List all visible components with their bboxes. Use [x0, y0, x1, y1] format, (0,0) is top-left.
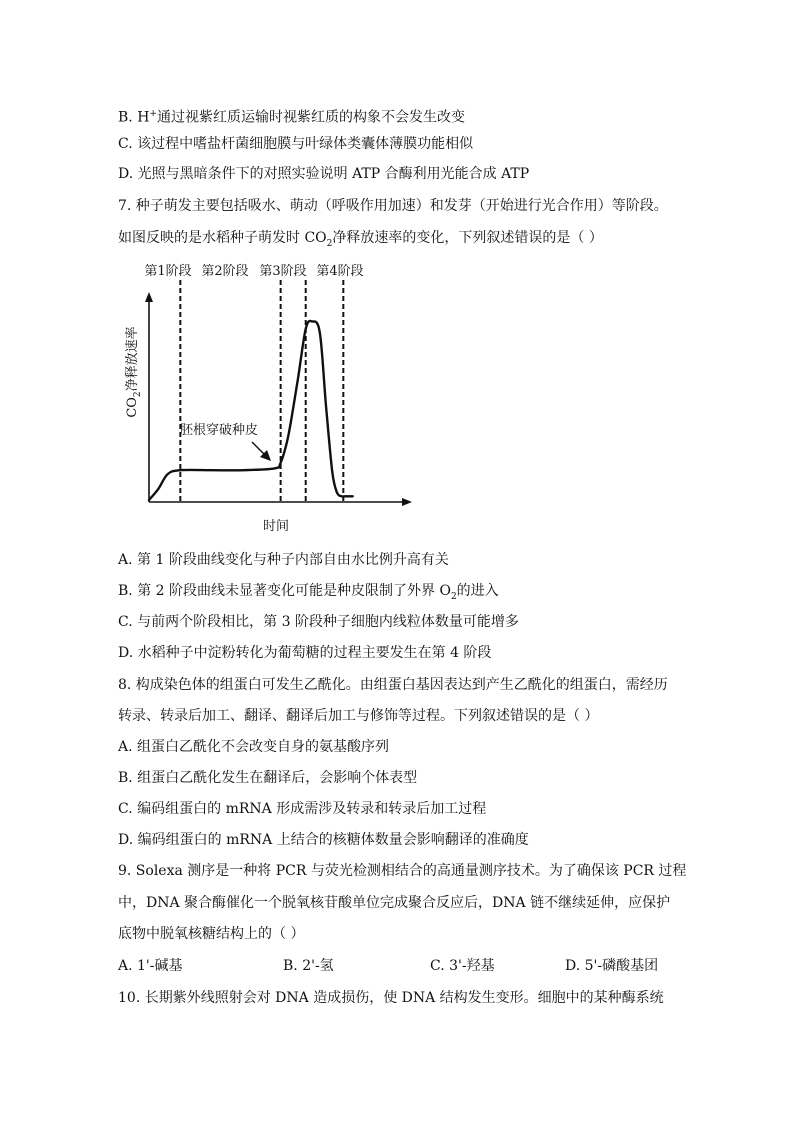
- y-axis-label: $CO_2$净释放速率: [125, 326, 143, 418]
- co2-release-chart: [118, 262, 418, 534]
- annotation-radicle-emergence: 胚根穿破种皮: [180, 423, 259, 438]
- q8-stem-line2: 转录、转录后加工、翻译、翻译后加工与修饰等过程。下列叙述错误的是（ ）: [118, 708, 599, 724]
- q7-option-b: B. 第 2 阶段曲线未显著变化可能是种皮限制了外界 $O_2$的进入: [118, 583, 499, 602]
- q9-option-a: A. 1'-碱基: [118, 958, 183, 974]
- q7-stem-line1: 7. 种子萌发主要包括吸水、萌动（呼吸作用加速）和发芽（开始进行光合作用）等阶段。: [118, 198, 668, 214]
- q6-option-c: C. 该过程中嗜盐杆菌细胞膜与叶绿体类囊体薄膜功能相似: [118, 136, 474, 152]
- x-axis-label: 时间: [262, 519, 290, 534]
- stage-label-3: 第3阶段: [259, 264, 307, 279]
- q7-stem-line2: 如图反映的是水稻种子萌发时 $CO_2$净释放速率的变化，下列叙述错误的是（ ）: [118, 230, 603, 249]
- q9-stem-line3: 底物中脱氧核糖结构上的（ ）: [118, 926, 305, 942]
- q7-option-c: C. 与前两个阶段相比，第 3 阶段种子细胞内线粒体数量可能增多: [118, 614, 519, 630]
- q6-option-b: B. H+通过视紫红质运输时视紫红质的构象不会发生改变: [118, 109, 465, 126]
- q10-stem-line1: 10. 长期紫外线照射会对 DNA 造成损伤，使 DNA 结构发生变形。细胞中的某种酶系统: [118, 990, 664, 1006]
- q8-option-d: D. 编码组蛋白的 mRNA 上结合的核糖体数量会影响翻译的准确度: [118, 832, 529, 848]
- q9-option-c: C. 3'-羟基: [430, 958, 495, 974]
- q9-stem-line2: 中，DNA 聚合酶催化一个脱氧核苷酸单位完成聚合反应后，DNA 链不继续延伸，应保护: [118, 895, 671, 911]
- stage-label-2: 第2阶段: [201, 264, 249, 279]
- q8-option-c: C. 编码组蛋白的 mRNA 形成需涉及转录和转录后加工过程: [118, 801, 487, 817]
- q7-option-d: D. 水稻种子中淀粉转化为葡萄糖的过程主要发生在第 4 阶段: [118, 645, 492, 661]
- chart-canvas: [118, 262, 418, 534]
- stage-label-4: 第4阶段: [316, 264, 364, 279]
- q9-option-b: B. 2'-氢: [283, 958, 334, 974]
- y-axis-arrow: [145, 292, 153, 302]
- q9-option-d: D. 5'-磷酸基团: [565, 958, 659, 974]
- q7-option-a: A. 第 1 阶段曲线变化与种子内部自由水比例升高有关: [118, 552, 449, 568]
- q8-option-b: B. 组蛋白乙酰化发生在翻译后，会影响个体表型: [118, 770, 418, 786]
- q8-option-a: A. 组蛋白乙酰化不会改变自身的氨基酸序列: [118, 739, 390, 755]
- stage-label-1: 第1阶段: [144, 264, 192, 279]
- q6-option-d: D. 光照与黑暗条件下的对照实验说明 ATP 合酶利用光能合成 ATP: [118, 166, 530, 182]
- x-axis-arrow: [402, 498, 412, 506]
- q9-stem-line1: 9. Solexa 测序是一种将 PCR 与荧光检测相结合的高通量测序技术。为了确保该 PCR 过程: [118, 863, 687, 879]
- q8-stem-line1: 8. 构成染色体的组蛋白可发生乙酰化。由组蛋白基因表达到产生乙酰化的组蛋白，需经历: [118, 677, 668, 693]
